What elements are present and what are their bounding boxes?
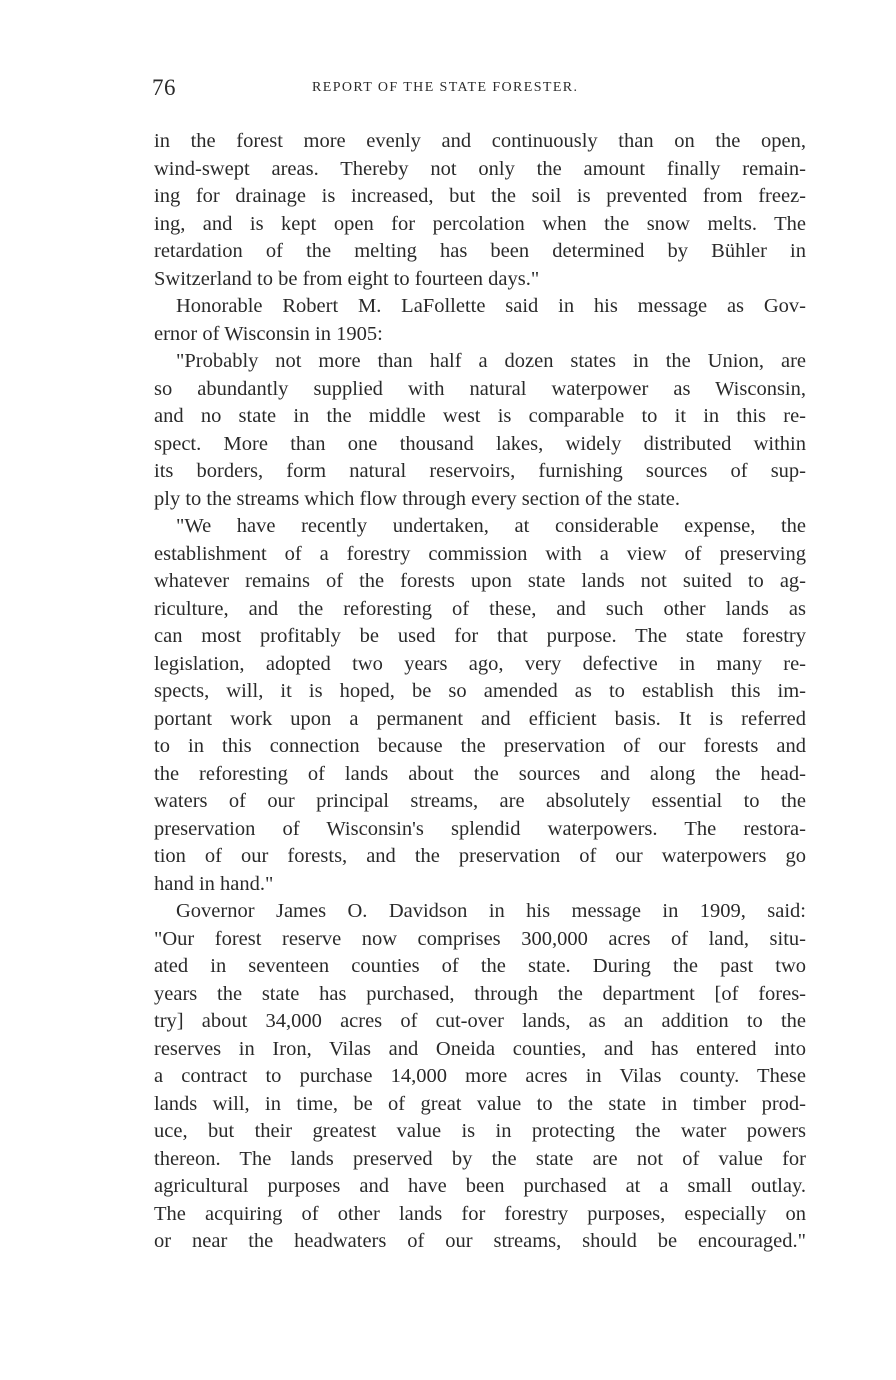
text-line: so abundantly supplied with natural waterpower as Wisconsin,: [154, 377, 806, 400]
text-line: Honorable Robert M. LaFollette said in his message as Gov-: [176, 295, 806, 317]
text-line: uce, but their greatest value is in protecting the water powers: [154, 1120, 806, 1142]
text-line: years the state has purchased, through the department [of fores-: [154, 982, 806, 1005]
text-line: in the forest more evenly and continuously than on the open,: [154, 130, 806, 152]
running-head: REPORT OF THE STATE FORESTER.: [312, 80, 579, 95]
text-line: waters of our principal streams, are absolutely essential to the: [154, 790, 806, 812]
text-line: whatever remains of the forests upon state lands not suited to ag-: [154, 570, 806, 592]
page-number: 76: [152, 75, 176, 100]
text-line: to in this connection because the preservation of our forests and: [154, 735, 806, 757]
text-line: ply to the streams which flow through every section of the state.: [154, 487, 681, 510]
text-line: riculture, and the reforesting of these, and such other lands as: [154, 597, 806, 620]
page-header: [152, 75, 810, 105]
text-line: "Probably not more than half a dozen states in the Union, are: [176, 350, 806, 372]
text-line: The acquiring of other lands for forestry purposes, especially on: [154, 1202, 806, 1225]
text-line: "Our forest reserve now comprises 300,000 acres of land, situ-: [154, 927, 806, 950]
text-line: spect. More than one thousand lakes, widely distributed within: [154, 432, 806, 455]
text-line: retardation of the melting has been determined by Bühler in: [154, 240, 806, 262]
text-line: a contract to purchase 14,000 more acres in Vilas county. These: [154, 1065, 806, 1087]
text-line: can most profitably be used for that purpose. The state forestry: [154, 625, 806, 647]
text-line: the reforesting of lands about the sources and along the head-: [154, 762, 806, 785]
text-line: agricultural purposes and have been purchased at a small outlay.: [154, 1175, 806, 1197]
text-line: Switzerland to be from eight to fourteen days.": [154, 267, 540, 290]
text-line: "We have recently undertaken, at considerable expense, the: [176, 515, 806, 537]
text-line: establishment of a forestry commission with a view of preserving: [154, 542, 806, 565]
text-line: try] about 34,000 acres of cut-over lands, as an addition to the: [154, 1010, 806, 1032]
text-line: reserves in Iron, Vilas and Oneida counties, and has entered into: [154, 1037, 806, 1060]
text-line: spects, will, it is hoped, be so amended as to establish this im-: [154, 680, 806, 702]
text-line: portant work upon a permanent and efficient basis. It is referred: [154, 707, 806, 730]
text-line: wind-swept areas. Thereby not only the amount finally remain-: [154, 157, 806, 180]
text-line: or near the headwaters of our streams, should be encouraged.": [154, 1230, 806, 1252]
text-line: thereon. The lands preserved by the state are not of value for: [154, 1147, 806, 1170]
text-line: preservation of Wisconsin's splendid waterpowers. The restora-: [154, 817, 806, 840]
text-line: ing for drainage is increased, but the soil is prevented from freez-: [154, 185, 806, 207]
text-line: lands will, in time, be of great value to the state in timber prod-: [154, 1092, 806, 1115]
text-line: ing, and is kept open for percolation when the snow melts. The: [154, 212, 806, 235]
text-line: ated in seventeen counties of the state. During the past two: [154, 955, 806, 977]
text-line: its borders, form natural reservoirs, furnishing sources of sup-: [154, 460, 806, 482]
text-line: ernor of Wisconsin in 1905:: [154, 322, 383, 345]
text-line: legislation, adopted two years ago, very defective in many re-: [154, 652, 806, 675]
text-line: Governor James O. Davidson in his message in 1909, said:: [176, 900, 806, 922]
text-line: hand in hand.": [154, 872, 274, 895]
body-text: [154, 128, 806, 1256]
text-line: and no state in the middle west is comparable to it in this re-: [154, 405, 806, 427]
text-line: tion of our forests, and the preservation of our waterpowers go: [154, 845, 806, 867]
